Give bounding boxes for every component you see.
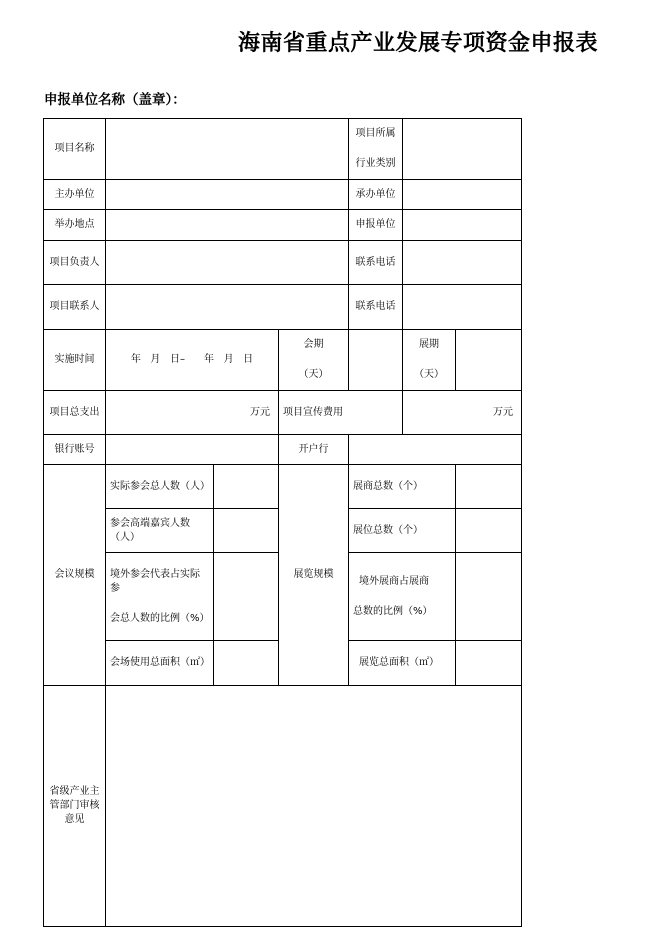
organizer-unit-label: 承办单位 xyxy=(349,180,403,210)
promo-cost-unit: 万元 xyxy=(493,406,513,418)
booths-total-label: 展位总数（个） xyxy=(349,509,456,553)
vip-guests-label: 参会高端嘉宾人数（人） xyxy=(106,509,214,553)
page-title: 海南省重点产业发展专项资金申报表 xyxy=(238,30,599,56)
venue-area-field[interactable] xyxy=(214,641,279,686)
booths-total-field[interactable] xyxy=(456,509,522,553)
venue-area-label: 会场使用总面积（㎡） xyxy=(106,641,214,686)
project-industry-field[interactable] xyxy=(403,119,522,180)
project-industry-label: 项目所属 行业类别 xyxy=(349,119,403,180)
project-contact-field[interactable] xyxy=(106,285,349,330)
application-form-table xyxy=(43,118,522,927)
project-leader-field[interactable] xyxy=(106,241,349,285)
review-opinion-label: 省级产业主管部门审核意见 xyxy=(44,686,106,927)
applicant-unit-label: 申报单位名称（盖章）： xyxy=(44,92,186,108)
vip-guests-field[interactable] xyxy=(214,509,279,553)
review-opinion-field[interactable] xyxy=(106,686,522,927)
venue-label: 举办地点 xyxy=(44,210,106,241)
project-name-label: 项目名称 xyxy=(44,119,106,180)
contact-phone-2-label: 联系电话 xyxy=(349,285,403,330)
contact-phone-field[interactable] xyxy=(403,241,522,285)
contact-phone-2-field[interactable] xyxy=(403,285,522,330)
exhibition-area-field[interactable] xyxy=(456,641,522,686)
overseas-attendee-ratio-label: 境外参会代表占实际参 会总人数的比例（%） xyxy=(106,553,214,641)
overseas-attendee-ratio-field[interactable] xyxy=(214,553,279,641)
attendees-total-field[interactable] xyxy=(214,465,279,509)
exhibition-period-label: 展期 （天） xyxy=(403,330,456,391)
applicant-unit-label-cell: 申报单位 xyxy=(349,210,403,241)
total-expense-field[interactable] xyxy=(106,391,279,435)
attendees-total-label: 实际参会总人数（人） xyxy=(106,465,214,509)
implementation-date-range[interactable]: 年 月 日– 年 月 日 xyxy=(106,330,279,391)
venue-field[interactable] xyxy=(106,210,349,241)
exhibition-area-label: 展览总面积（㎡） xyxy=(349,641,456,686)
exhibition-period-field[interactable] xyxy=(456,330,522,391)
contact-phone-label: 联系电话 xyxy=(349,241,403,285)
overseas-exhibitor-ratio-field[interactable] xyxy=(456,553,522,641)
meeting-period-field[interactable] xyxy=(349,330,403,391)
meeting-period-label: 会期 （天） xyxy=(279,330,349,391)
bank-name-label: 开户行 xyxy=(279,435,349,465)
bank-account-label: 银行账号 xyxy=(44,435,106,465)
organizer-unit-field[interactable] xyxy=(403,180,522,210)
project-name-field[interactable] xyxy=(106,119,349,180)
implementation-time-label: 实施时间 xyxy=(44,330,106,391)
applicant-unit-field[interactable] xyxy=(403,210,522,241)
project-contact-label: 项目联系人 xyxy=(44,285,106,330)
project-leader-label: 项目负责人 xyxy=(44,241,106,285)
promo-cost-field[interactable] xyxy=(403,391,522,435)
bank-account-field[interactable] xyxy=(106,435,279,465)
bank-name-field[interactable] xyxy=(349,435,522,465)
exhibitors-total-label: 展商总数（个） xyxy=(349,465,456,509)
host-unit-field[interactable] xyxy=(106,180,349,210)
exhibitors-total-field[interactable] xyxy=(456,465,522,509)
host-unit-label: 主办单位 xyxy=(44,180,106,210)
exhibition-scale-label: 展览规模 xyxy=(279,465,349,686)
total-expense-label: 项目总支出 xyxy=(44,391,106,435)
overseas-exhibitor-ratio-label: 境外展商占展商 总数的比例（%） xyxy=(349,553,456,641)
meeting-scale-label: 会议规模 xyxy=(44,465,106,686)
promo-cost-label: 项目宣传费用 xyxy=(279,391,403,435)
total-expense-unit: 万元 xyxy=(250,406,270,418)
